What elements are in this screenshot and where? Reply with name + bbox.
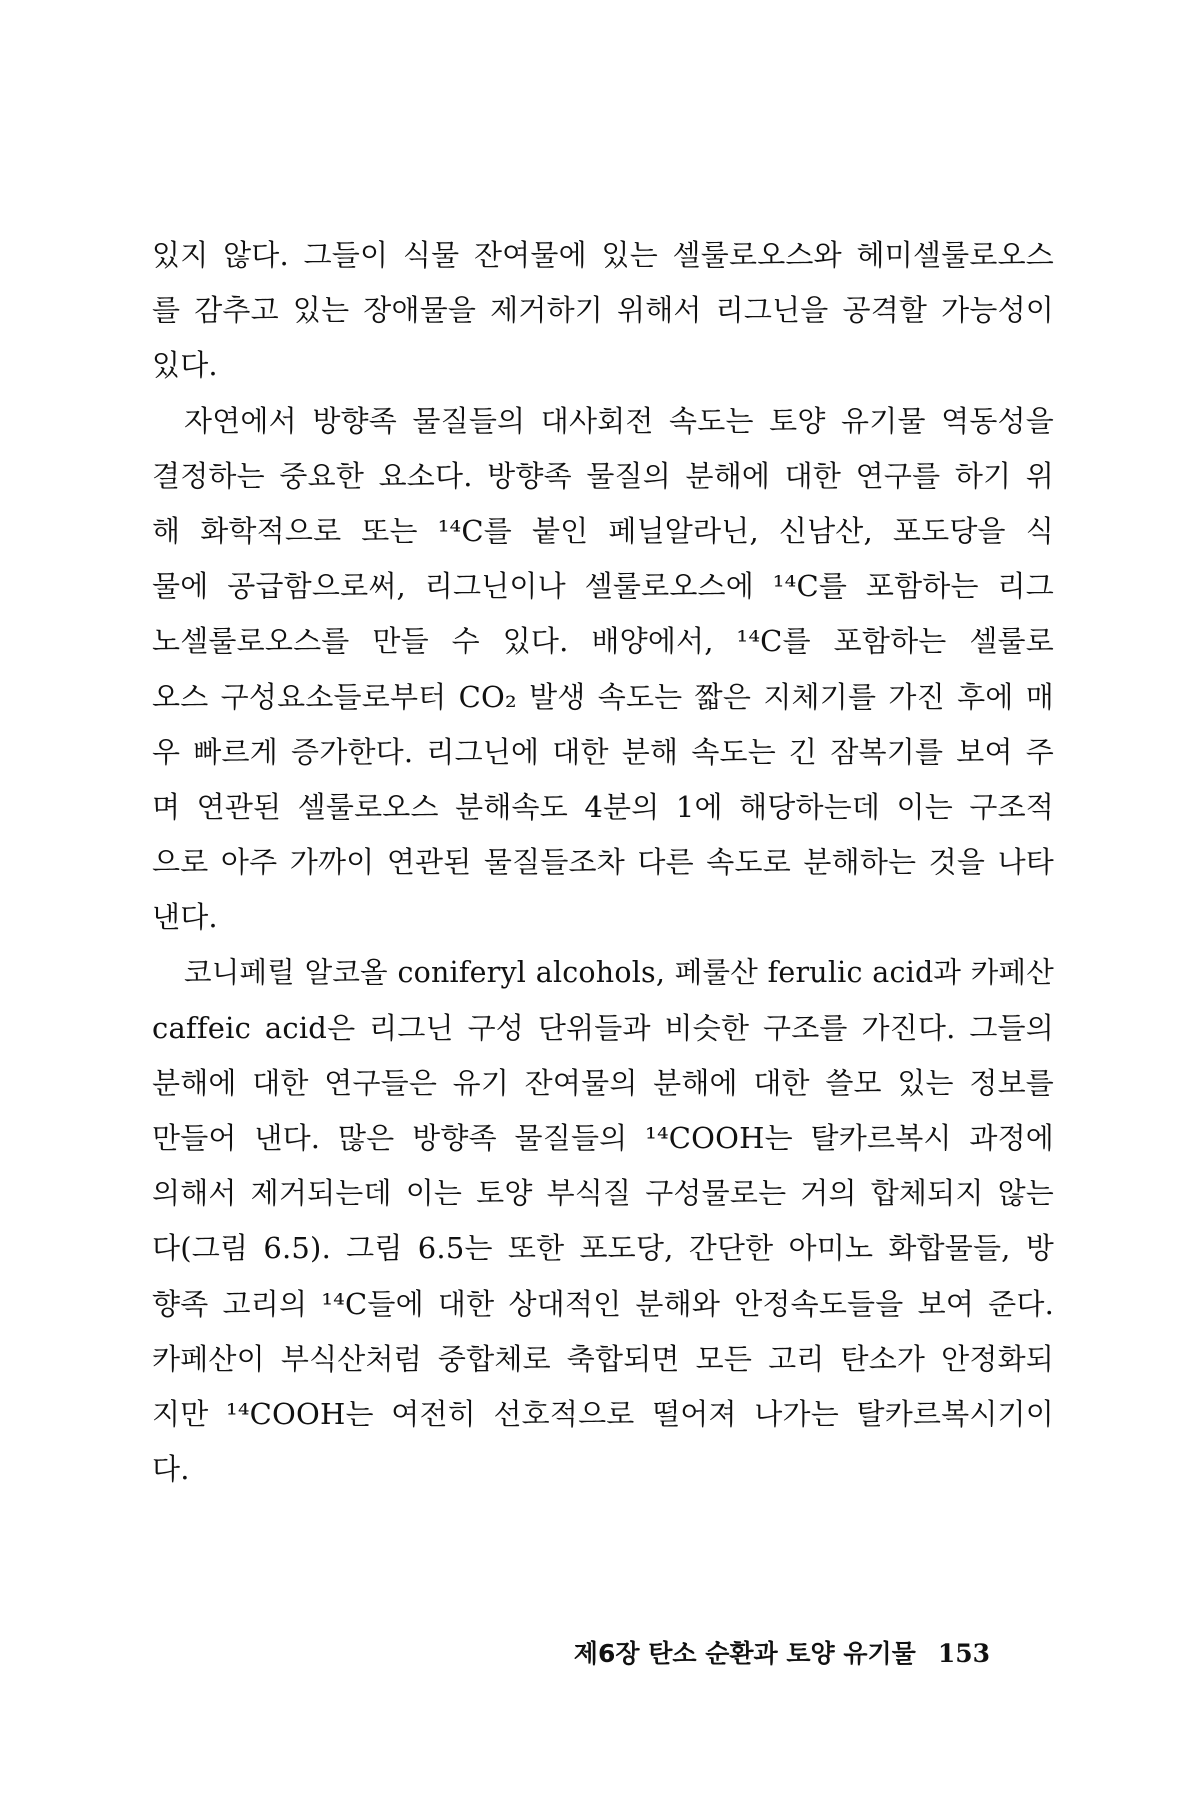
text-line: 결정하는 중요한 요소다. 방향족 물질의 분해에 대한 연구를 하기 위 (152, 458, 1054, 493)
text-line: 다(그림 6.5). 그림 6.5는 또한 포도당, 간단한 아미노 화합물들, 방 (152, 1231, 1054, 1266)
text-line: 노셀룰로오스를 만들 수 있다. 배양에서, ¹⁴C를 포함하는 셀룰로 (152, 624, 1054, 659)
text-line: 지만 ¹⁴COOH는 여전히 선호적으로 떨어져 나가는 탈카르복시기이 (152, 1396, 1054, 1431)
text-line: 물에 공급함으로써, 리그닌이나 셀룰로오스에 ¹⁴C를 포함하는 리그 (152, 569, 1054, 604)
text-line: caffeic acid은 리그닌 구성 단위들과 비슷한 구조를 가진다. 그들의 (152, 1010, 1054, 1045)
text-line: 으로 아주 가까이 연관된 물질들조차 다른 속도로 분해하는 것을 나타 (152, 845, 1054, 880)
text-line: 향족 고리의 ¹⁴C들에 대한 상대적인 분해와 안정속도들을 보여 준다. (152, 1286, 1054, 1321)
chapter-label: 제6장 탄소 순환과 토양 유기물 (573, 1639, 916, 1668)
text-line: 있지 않다. 그들이 식물 잔여물에 있는 셀룰로오스와 헤미셀룰로오스 (152, 238, 1054, 272)
text-line: 를 감추고 있는 장애물을 제거하기 위해서 리그닌을 공격할 가능성이 (152, 293, 1054, 328)
text-line: 카페산이 부식산처럼 중합체로 축합되면 모든 고리 탄소가 안정화되 (152, 1341, 1054, 1376)
text-line: 낸다. (152, 900, 218, 935)
text-line: 자연에서 방향족 물질들의 대사회전 속도는 토양 유기물 역동성을 (184, 403, 1054, 438)
text-line: 우 빠르게 증가한다. 리그닌에 대한 분해 속도는 긴 잠복기를 보여 주 (152, 734, 1054, 769)
text-line: 분해에 대한 연구들은 유기 잔여물의 분해에 대한 쓸모 있는 정보를 (152, 1065, 1054, 1100)
text-line: 며 연관된 셀룰로오스 분해속도 4분의 1에 해당하는데 이는 구조적 (152, 789, 1054, 824)
text-line: 의해서 제거되는데 이는 토양 부식질 구성물로는 거의 합체되지 않는 (152, 1176, 1054, 1211)
text-line: 다. (152, 1452, 190, 1487)
running-footer (574, 1634, 990, 1670)
text-line: 만들어 낸다. 많은 방향족 물질들의 ¹⁴COOH는 탈카르복시 과정에 (152, 1121, 1054, 1155)
paragraph (152, 228, 1054, 394)
text-line: 해 화학적으로 또는 ¹⁴C를 붙인 페닐알라닌, 신남산, 포도당을 식 (152, 513, 1054, 548)
text-line: 있다. (152, 348, 218, 383)
text-line: 코니페릴 알코올 coniferyl alcohols, 페룰산 ferulic acid과 카페산 (184, 956, 1054, 990)
text-line: 오스 구성요소들로부터 CO₂ 발생 속도는 짧은 지체기를 가진 후에 매 (152, 679, 1054, 714)
page-number: 153 (937, 1639, 990, 1668)
paragraph (152, 945, 1054, 1497)
body-text (152, 228, 1054, 1497)
paragraph (152, 394, 1054, 946)
